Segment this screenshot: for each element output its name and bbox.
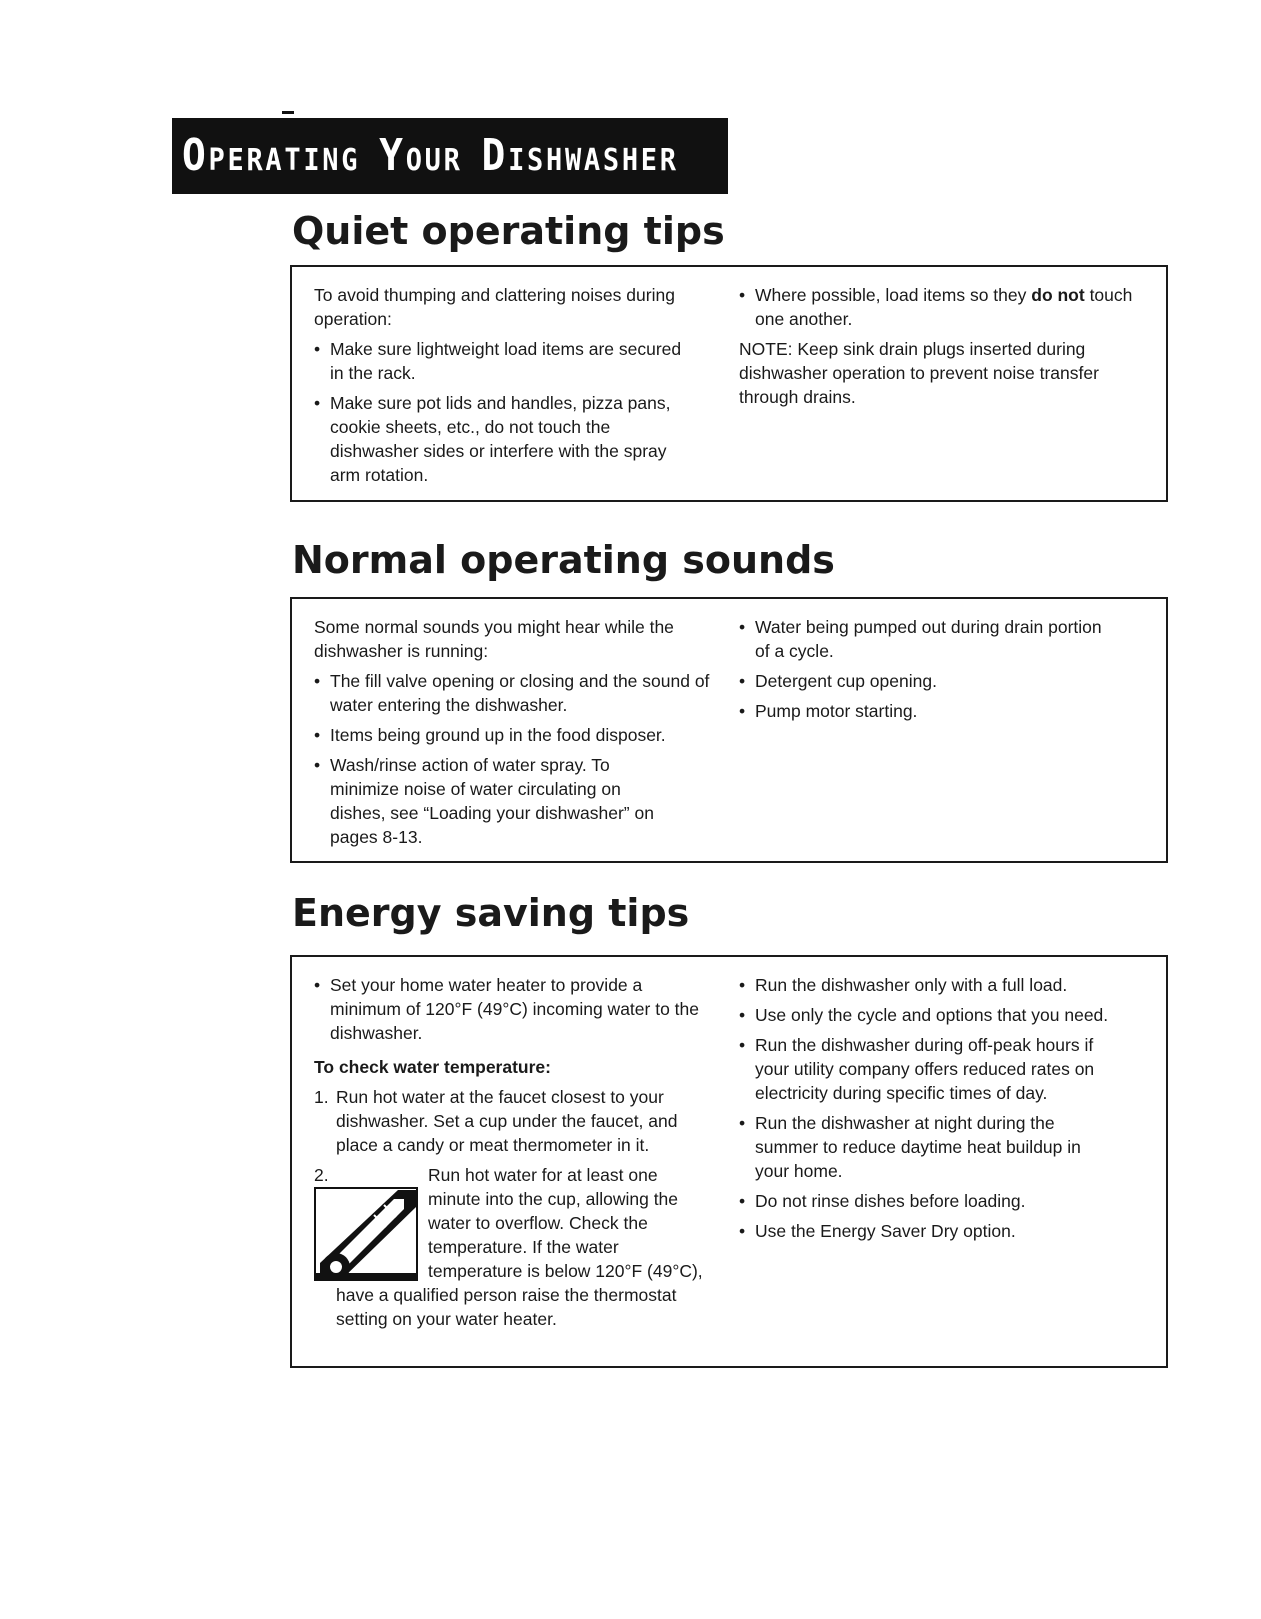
normal-left-column (314, 615, 714, 849)
quiet-note: NOTE: Keep sink drain plugs inserted during dishwasher operation to prevent noise transfer through drains. (739, 339, 1099, 407)
normal-intro: Some normal sounds you might hear while the dishwasher is running: (314, 617, 674, 661)
quiet-bullet-text: Where possible, load items so they (755, 285, 1032, 305)
energy-bullet: • Run the dishwasher at night during the summer to reduce daytime heat buildup in your home. (739, 1111, 1095, 1183)
normal-bullet: • The fill valve opening or closing and the sound of water entering the dishwasher. (314, 669, 714, 717)
normal-sounds-heading: Normal operating sounds (292, 538, 835, 582)
energy-bullet: • Do not rinse dishes before loading. (739, 1189, 1151, 1213)
normal-bullet: • Water being pumped out during drain portion of a cycle. (739, 615, 1109, 663)
banner-letter-group (463, 143, 482, 178)
thermometer-icon (314, 1187, 418, 1281)
quiet-tips-heading: Quiet operating tips (292, 209, 725, 253)
banner-letter-group: D (481, 130, 509, 181)
quiet-bullet-emphasis: do not (1031, 285, 1085, 305)
energy-bullet: • Run the dishwasher during off-peak hours if your utility company offers reduced rates on electricity during specific times of day. (739, 1033, 1115, 1105)
quiet-tips-box (290, 265, 1168, 502)
energy-right-column (739, 973, 1151, 1243)
banner-mark (282, 111, 294, 114)
energy-bullet: • Use the Energy Saver Dry option. (739, 1219, 1151, 1243)
normal-bullet: • Pump motor starting. (739, 699, 1109, 723)
banner-letter-group (360, 143, 379, 178)
banner-letter-group: PERATING (208, 143, 361, 178)
energy-bullet: • Set your home water heater to provide a minimum of 120°F (49°C) incoming water to the dishwasher. (314, 973, 714, 1045)
normal-bullet: • Items being ground up in the food disposer. (314, 723, 714, 747)
energy-tips-box (290, 955, 1168, 1368)
energy-bullet: • Run the dishwasher only with a full load. (739, 973, 1151, 997)
step-number: 1. (314, 1087, 329, 1107)
banner-letter-group: OUR (405, 143, 463, 178)
quiet-intro: To avoid thumping and clattering noises during operation: (314, 285, 675, 329)
quiet-left-column (314, 283, 694, 487)
quiet-bullet: • Make sure pot lids and handles, pizza pans, cookie sheets, etc., do not touch the dishwasher sides or interfere with the spray arm rotation. (314, 391, 694, 487)
step-text: Run hot water at the faucet closest to your dishwasher. Set a cup under the faucet, and place a candy or meat thermometer in it. (336, 1087, 678, 1155)
normal-sounds-box (290, 597, 1168, 863)
step-text: Run hot water for at least one minute into the cup, allowing the water to overflow. Check the temperature. If the water temperature is below 120°F (49°C), have a qualified person raise the thermostat setting on your water heater. (336, 1165, 703, 1329)
banner-letter-group: Y (379, 130, 406, 181)
normal-bullet: • Detergent cup opening. (739, 669, 1109, 693)
check-temperature-heading: To check water temperature: (314, 1057, 551, 1077)
normal-bullet: • Wash/rinse action of water spray. To minimize noise of water circulating on dishes, see “Loading your dishwasher” on pages 8-13. (314, 753, 670, 849)
numbered-step (314, 1085, 714, 1157)
step-two (314, 1163, 714, 1331)
numbered-step (314, 1163, 714, 1331)
energy-left-column (314, 973, 714, 1331)
energy-bullet: • Use only the cycle and options that you need. (739, 1003, 1151, 1027)
energy-tips-heading: Energy saving tips (292, 891, 690, 935)
quiet-bullet-text: touch one another. (755, 285, 1133, 329)
step-number: 2. (314, 1165, 329, 1185)
banner-title (182, 130, 679, 187)
banner-letter-group: ISHWASHER (508, 143, 679, 178)
quiet-right-column (739, 283, 1151, 409)
normal-right-column (739, 615, 1109, 723)
banner-letter-group: O (182, 130, 209, 181)
quiet-bullet: • Make sure lightweight load items are secured in the rack. (314, 337, 694, 385)
quiet-bullet (739, 283, 1151, 331)
